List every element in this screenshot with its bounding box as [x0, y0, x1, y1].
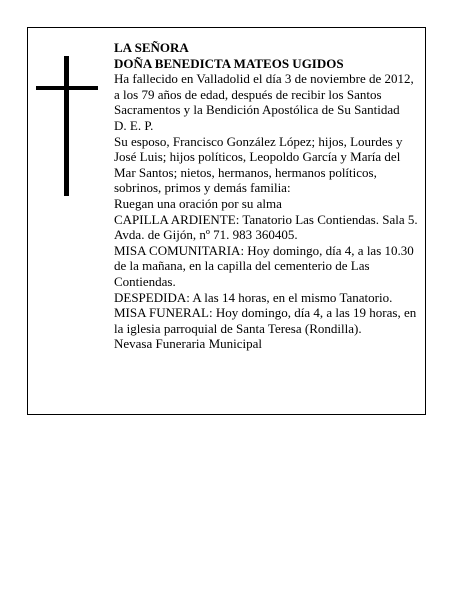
prayer-line: Ruegan una oración por su alma [114, 195, 282, 211]
despedida: DESPEDIDA: A las 14 horas, en el mismo Tanatorio. [114, 289, 393, 305]
capilla-ardiente: CAPILLA ARDIENTE: Tanatorio Las Contiendas. Sala 5. Avda. de Gijón, nº 71. 983 360405. [114, 211, 418, 243]
obituary-text [114, 40, 422, 352]
death-statement: Ha fallecido en Valladolid el día 3 de noviembre de 2012, a los 79 años de edad, después de recibir los Santos Sacramentos y la Bendición Apostólica de Su Santidad [114, 71, 414, 118]
cross-horizontal-bar [36, 86, 98, 90]
misa-comunitaria: MISA COMUNITARIA: Hoy domingo, día 4, a las 10.30 de la mañana, en la capilla del cementerio de Las Contiendas. [114, 242, 414, 289]
cross-vertical-bar [64, 56, 69, 196]
dep-line: D. E. P. [114, 117, 154, 133]
deceased-name: DOÑA BENEDICTA MATEOS UGIDOS [114, 55, 344, 71]
misa-funeral: MISA FUNERAL: Hoy domingo, día 4, a las 19 horas, en la iglesia parroquial de Santa Teresa (Rondilla). [114, 305, 417, 336]
cross-icon [36, 56, 98, 196]
family-paragraph: Su esposo, Francisco González López; hijos, Lourdes y José Luis; hijos políticos, Leopoldo García y María del Mar Santos; nietos, hermanos, hermanos políticos, sobrinos, primos y demás familia: [114, 133, 403, 196]
notice-heading-title: LA SEÑORA [114, 40, 189, 55]
funeral-home: Nevasa Funeraria Municipal [114, 336, 263, 352]
